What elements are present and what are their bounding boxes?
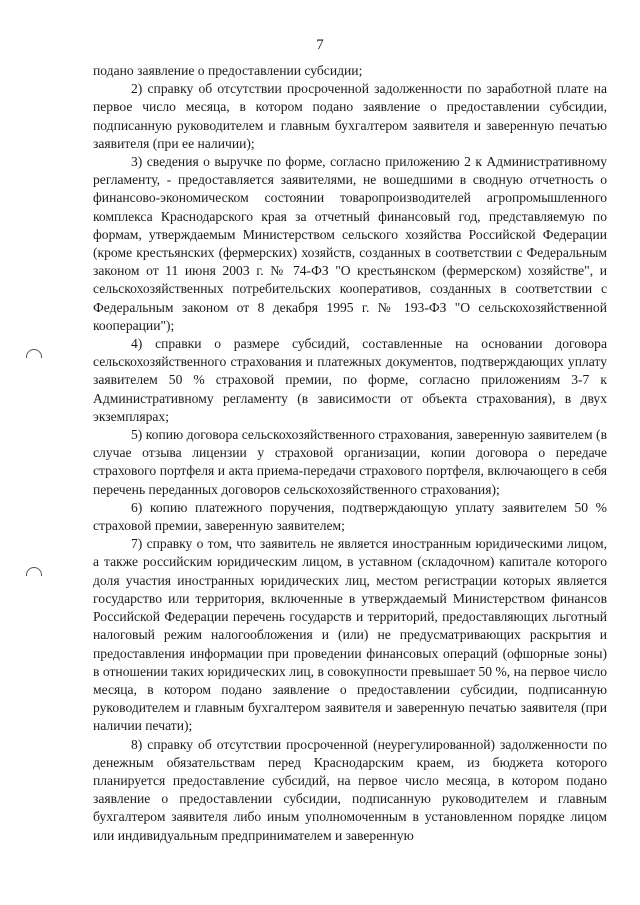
paragraph-item-2: 2) справку об отсутствии просроченной задолженности по заработной плате на первое число месяца, в котором подано заявление о предоставлении субсидии, подписанную руководителем и главным бухгалтером заявителя и заверенную печатью заявителя (при ее наличии); — [93, 81, 607, 151]
paragraph-item-7: 7) справку о том, что заявитель не является иностранным юридическими лицом, а также российским юридическим лицом, в уставном (складочном) капитале которого доля участия иностранных юридических лиц, местом регистрации которых является государство или территория, включенные в утверждаемый Министерством финансов Российской Федерации перечень государств и территорий, предоставляющих льготный налоговый режим налогообложения и (или) не предусматривающих раскрытия и предоставления информации при проведении финансовых операций (офшорные зоны) в отношении таких юридических лиц, в совокупности превышает 50 %, на первое число месяца, в котором подано заявление о предоставлении субсидии, подписанную руководителем и главным бухгалтером заявителя и заверенную печатью заявителя (при наличии печати); — [93, 536, 607, 734]
document-body — [93, 62, 607, 845]
paragraph-item-4: 4) справки о размере субсидий, составленные на основании договора сельскохозяйственного страхования и платежных документов, подтверждающих уплату заявителем 50 % страховой премии, по форме, согласно приложениям 3-7 к Административному регламенту (в зависимости от объекта страхования), в двух экземплярах; — [93, 336, 607, 424]
margin-bracket-mark — [26, 349, 42, 358]
margin-bracket-mark — [26, 567, 42, 576]
paragraph-item-6: 6) копию платежного поручения, подтверждающую уплату заявителем 50 % страховой премии, заверенную заявителем; — [93, 499, 607, 534]
page-number: 7 — [316, 37, 324, 53]
paragraph-item-8: 8) справку об отсутствии просроченной (неурегулированной) задолженности по денежным обязательствам перед Краснодарским краем, из бюджета которого планируется предоставление субсидий, на первое число месяца, в котором подано заявление о предоставлении субсидии, подписанную руководителем и главным бухгалтером заявителя либо иным уполномоченным в установленном порядке лицом или индивидуальным предпринимателем и заверенную — [93, 736, 607, 843]
paragraph-continuation: подано заявление о предоставлении субсидии; — [93, 63, 363, 78]
paragraph-item-5: 5) копию договора сельскохозяйственного страхования, заверенную заявителем (в случае отзыва лицензии у страховой организации, копии договора о передаче страхового портфеля и акта приема-передачи страхового портфеля, включающего в себя перечень переданных договоров сельскохозяйственного страхования); — [93, 427, 607, 497]
paragraph-item-3: 3) сведения о выручке по форме, согласно приложению 2 к Административному регламенту, - предоставляется заявителями, не вошедшими в сводную отчетность о финансово-экономическом состоянии товаропроизводителей агропромышленного комплекса Краснодарского края за отчетный финансовый год, представляемую по формам, утверждаемым Министерством сельского хозяйства Российской Федерации (кроме крестьянских (фермерских) хозяйств, созданных в соответствии с Федеральным законом от 11 июня 2003 г. № 74-ФЗ "О крестьянском (фермерском) хозяйстве", и сельскохозяйственных потребительских кооперативов, созданных в соответствии с Федеральным законом от 8 декабря 1995 г. № 193-ФЗ "О сельскохозяйственной кооперации"); — [93, 154, 607, 333]
